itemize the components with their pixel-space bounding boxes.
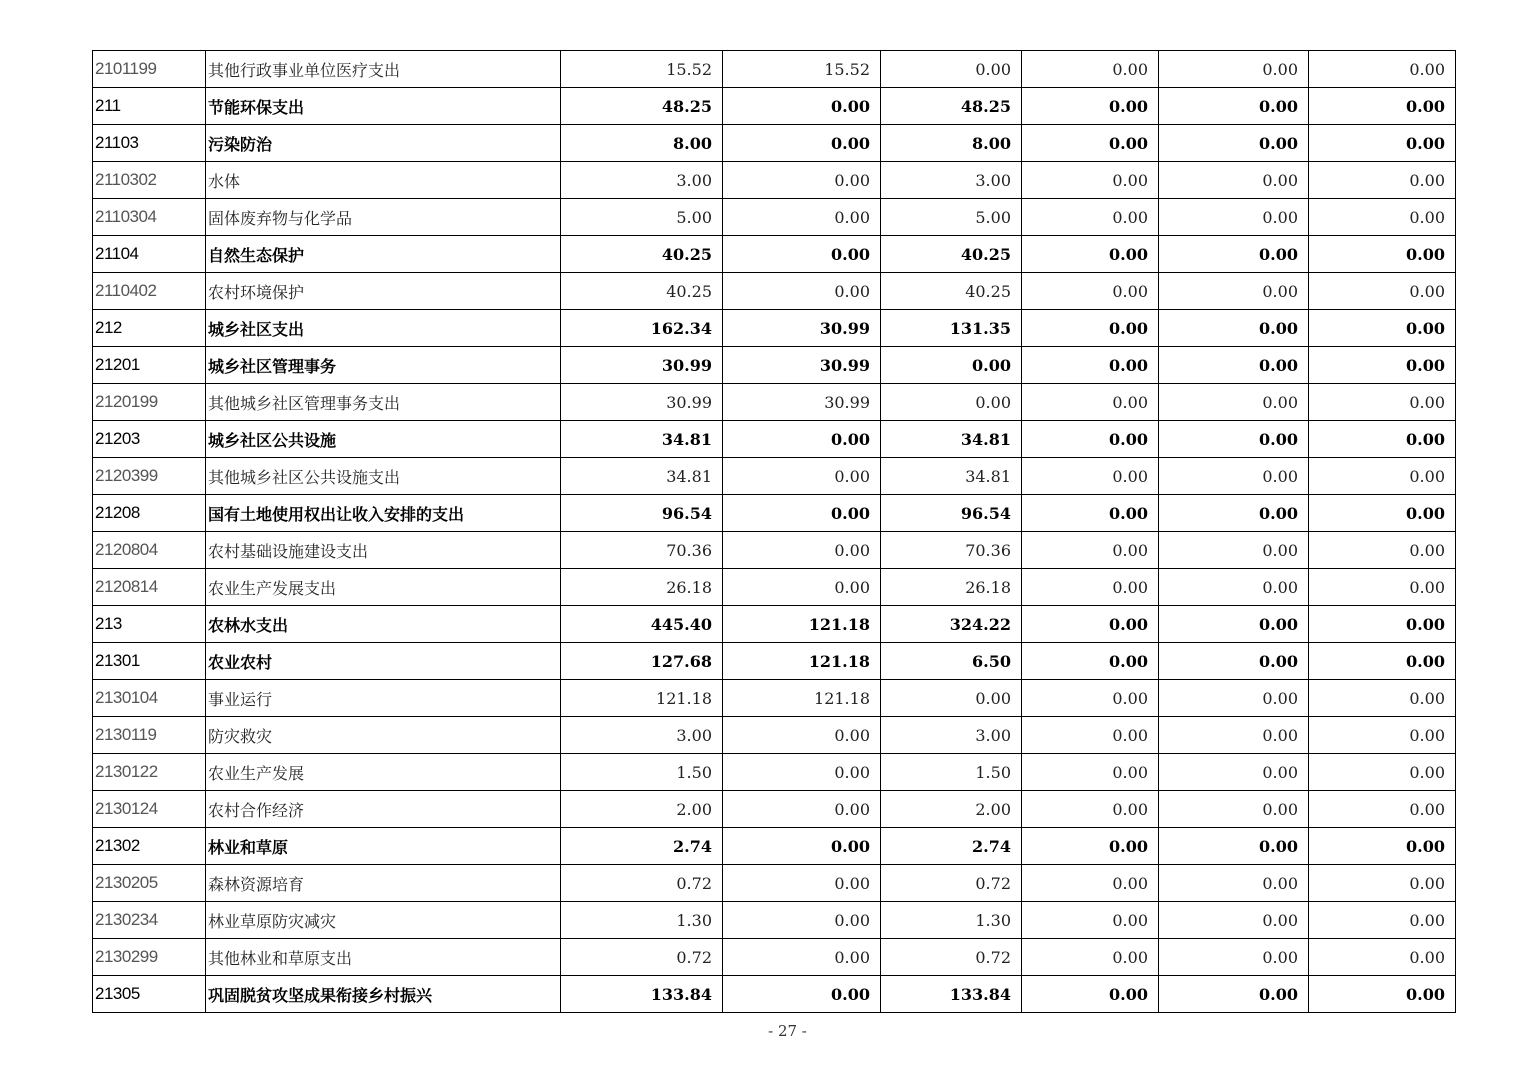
other-expenditure-cell: 0.00 bbox=[1309, 902, 1456, 939]
subject-code-cell: 21301 bbox=[93, 643, 206, 680]
other-expenditure-cell: 0.00 bbox=[1309, 606, 1456, 643]
basic-expenditure-cell: 30.99 bbox=[723, 310, 881, 347]
business-expenditure-cell: 0.00 bbox=[1022, 680, 1159, 717]
table-row bbox=[93, 495, 1456, 532]
total-amount-cell: 34.81 bbox=[561, 421, 723, 458]
table-row bbox=[93, 939, 1456, 976]
subject-name-cell: 其他城乡社区管理事务支出 bbox=[206, 384, 561, 421]
subsidiary-expenditure-cell: 0.00 bbox=[1159, 273, 1309, 310]
other-expenditure-cell: 0.00 bbox=[1309, 865, 1456, 902]
project-expenditure-cell: 0.72 bbox=[881, 939, 1022, 976]
business-expenditure-cell: 0.00 bbox=[1022, 310, 1159, 347]
subject-name-cell: 国有土地使用权出让收入安排的支出 bbox=[206, 495, 561, 532]
subject-name-cell: 固体废弃物与化学品 bbox=[206, 199, 561, 236]
subsidiary-expenditure-cell: 0.00 bbox=[1159, 865, 1309, 902]
basic-expenditure-cell: 0.00 bbox=[723, 236, 881, 273]
subsidiary-expenditure-cell: 0.00 bbox=[1159, 717, 1309, 754]
project-expenditure-cell: 3.00 bbox=[881, 162, 1022, 199]
other-expenditure-cell: 0.00 bbox=[1309, 976, 1456, 1013]
budget-table bbox=[92, 50, 1456, 1013]
total-amount-cell: 445.40 bbox=[561, 606, 723, 643]
business-expenditure-cell: 0.00 bbox=[1022, 939, 1159, 976]
subsidiary-expenditure-cell: 0.00 bbox=[1159, 939, 1309, 976]
subject-code-cell: 2110302 bbox=[93, 162, 206, 199]
basic-expenditure-cell: 0.00 bbox=[723, 458, 881, 495]
subject-name-cell: 城乡社区公共设施 bbox=[206, 421, 561, 458]
project-expenditure-cell: 0.00 bbox=[881, 680, 1022, 717]
subsidiary-expenditure-cell: 0.00 bbox=[1159, 828, 1309, 865]
basic-expenditure-cell: 0.00 bbox=[723, 125, 881, 162]
subject-name-cell: 农村环境保护 bbox=[206, 273, 561, 310]
other-expenditure-cell: 0.00 bbox=[1309, 199, 1456, 236]
business-expenditure-cell: 0.00 bbox=[1022, 88, 1159, 125]
subsidiary-expenditure-cell: 0.00 bbox=[1159, 495, 1309, 532]
other-expenditure-cell: 0.00 bbox=[1309, 532, 1456, 569]
basic-expenditure-cell: 0.00 bbox=[723, 717, 881, 754]
total-amount-cell: 48.25 bbox=[561, 88, 723, 125]
subject-name-cell: 自然生态保护 bbox=[206, 236, 561, 273]
subsidiary-expenditure-cell: 0.00 bbox=[1159, 421, 1309, 458]
total-amount-cell: 34.81 bbox=[561, 458, 723, 495]
business-expenditure-cell: 0.00 bbox=[1022, 976, 1159, 1013]
other-expenditure-cell: 0.00 bbox=[1309, 125, 1456, 162]
basic-expenditure-cell: 0.00 bbox=[723, 828, 881, 865]
project-expenditure-cell: 48.25 bbox=[881, 88, 1022, 125]
other-expenditure-cell: 0.00 bbox=[1309, 162, 1456, 199]
other-expenditure-cell: 0.00 bbox=[1309, 88, 1456, 125]
project-expenditure-cell: 5.00 bbox=[881, 199, 1022, 236]
project-expenditure-cell: 3.00 bbox=[881, 717, 1022, 754]
subsidiary-expenditure-cell: 0.00 bbox=[1159, 310, 1309, 347]
table-row bbox=[93, 828, 1456, 865]
other-expenditure-cell: 0.00 bbox=[1309, 310, 1456, 347]
table-row bbox=[93, 458, 1456, 495]
project-expenditure-cell: 6.50 bbox=[881, 643, 1022, 680]
project-expenditure-cell: 131.35 bbox=[881, 310, 1022, 347]
subject-name-cell: 其他城乡社区公共设施支出 bbox=[206, 458, 561, 495]
subject-code-cell: 2120814 bbox=[93, 569, 206, 606]
subject-name-cell: 农业农村 bbox=[206, 643, 561, 680]
subject-code-cell: 2110402 bbox=[93, 273, 206, 310]
project-expenditure-cell: 26.18 bbox=[881, 569, 1022, 606]
project-expenditure-cell: 1.50 bbox=[881, 754, 1022, 791]
subject-name-cell: 城乡社区管理事务 bbox=[206, 347, 561, 384]
business-expenditure-cell: 0.00 bbox=[1022, 532, 1159, 569]
table-row bbox=[93, 236, 1456, 273]
page-number: - 27 - bbox=[768, 1022, 807, 1040]
project-expenditure-cell: 2.00 bbox=[881, 791, 1022, 828]
table-row bbox=[93, 902, 1456, 939]
subject-code-cell: 2130119 bbox=[93, 717, 206, 754]
project-expenditure-cell: 0.00 bbox=[881, 51, 1022, 88]
total-amount-cell: 0.72 bbox=[561, 939, 723, 976]
other-expenditure-cell: 0.00 bbox=[1309, 717, 1456, 754]
table-row bbox=[93, 976, 1456, 1013]
business-expenditure-cell: 0.00 bbox=[1022, 717, 1159, 754]
business-expenditure-cell: 0.00 bbox=[1022, 643, 1159, 680]
total-amount-cell: 162.34 bbox=[561, 310, 723, 347]
other-expenditure-cell: 0.00 bbox=[1309, 236, 1456, 273]
other-expenditure-cell: 0.00 bbox=[1309, 791, 1456, 828]
basic-expenditure-cell: 0.00 bbox=[723, 569, 881, 606]
subject-code-cell: 211 bbox=[93, 88, 206, 125]
table-row bbox=[93, 532, 1456, 569]
project-expenditure-cell: 96.54 bbox=[881, 495, 1022, 532]
subsidiary-expenditure-cell: 0.00 bbox=[1159, 347, 1309, 384]
subsidiary-expenditure-cell: 0.00 bbox=[1159, 976, 1309, 1013]
subject-code-cell: 2130234 bbox=[93, 902, 206, 939]
other-expenditure-cell: 0.00 bbox=[1309, 51, 1456, 88]
business-expenditure-cell: 0.00 bbox=[1022, 421, 1159, 458]
basic-expenditure-cell: 0.00 bbox=[723, 421, 881, 458]
subject-name-cell: 农村合作经济 bbox=[206, 791, 561, 828]
project-expenditure-cell: 0.00 bbox=[881, 347, 1022, 384]
basic-expenditure-cell: 30.99 bbox=[723, 384, 881, 421]
subject-name-cell: 水体 bbox=[206, 162, 561, 199]
subject-code-cell: 2101199 bbox=[93, 51, 206, 88]
subsidiary-expenditure-cell: 0.00 bbox=[1159, 236, 1309, 273]
basic-expenditure-cell: 0.00 bbox=[723, 976, 881, 1013]
subsidiary-expenditure-cell: 0.00 bbox=[1159, 51, 1309, 88]
total-amount-cell: 40.25 bbox=[561, 236, 723, 273]
table-row bbox=[93, 347, 1456, 384]
total-amount-cell: 40.25 bbox=[561, 273, 723, 310]
basic-expenditure-cell: 30.99 bbox=[723, 347, 881, 384]
subject-name-cell: 森林资源培育 bbox=[206, 865, 561, 902]
other-expenditure-cell: 0.00 bbox=[1309, 458, 1456, 495]
table-row bbox=[93, 754, 1456, 791]
table-row bbox=[93, 51, 1456, 88]
business-expenditure-cell: 0.00 bbox=[1022, 347, 1159, 384]
subject-name-cell: 林业和草原 bbox=[206, 828, 561, 865]
project-expenditure-cell: 1.30 bbox=[881, 902, 1022, 939]
subject-code-cell: 21302 bbox=[93, 828, 206, 865]
business-expenditure-cell: 0.00 bbox=[1022, 458, 1159, 495]
total-amount-cell: 1.30 bbox=[561, 902, 723, 939]
table-row bbox=[93, 421, 1456, 458]
business-expenditure-cell: 0.00 bbox=[1022, 162, 1159, 199]
subject-code-cell: 2120399 bbox=[93, 458, 206, 495]
business-expenditure-cell: 0.00 bbox=[1022, 495, 1159, 532]
subject-code-cell: 2120199 bbox=[93, 384, 206, 421]
basic-expenditure-cell: 121.18 bbox=[723, 680, 881, 717]
subsidiary-expenditure-cell: 0.00 bbox=[1159, 125, 1309, 162]
basic-expenditure-cell: 0.00 bbox=[723, 902, 881, 939]
other-expenditure-cell: 0.00 bbox=[1309, 754, 1456, 791]
table-row bbox=[93, 717, 1456, 754]
total-amount-cell: 2.74 bbox=[561, 828, 723, 865]
business-expenditure-cell: 0.00 bbox=[1022, 902, 1159, 939]
basic-expenditure-cell: 0.00 bbox=[723, 162, 881, 199]
project-expenditure-cell: 70.36 bbox=[881, 532, 1022, 569]
project-expenditure-cell: 40.25 bbox=[881, 273, 1022, 310]
subject-name-cell: 巩固脱贫攻坚成果衔接乡村振兴 bbox=[206, 976, 561, 1013]
basic-expenditure-cell: 0.00 bbox=[723, 939, 881, 976]
business-expenditure-cell: 0.00 bbox=[1022, 865, 1159, 902]
other-expenditure-cell: 0.00 bbox=[1309, 939, 1456, 976]
subject-name-cell: 城乡社区支出 bbox=[206, 310, 561, 347]
total-amount-cell: 1.50 bbox=[561, 754, 723, 791]
total-amount-cell: 0.72 bbox=[561, 865, 723, 902]
business-expenditure-cell: 0.00 bbox=[1022, 236, 1159, 273]
basic-expenditure-cell: 0.00 bbox=[723, 754, 881, 791]
table-row bbox=[93, 310, 1456, 347]
subject-code-cell: 21208 bbox=[93, 495, 206, 532]
subject-code-cell: 2110304 bbox=[93, 199, 206, 236]
table-row bbox=[93, 88, 1456, 125]
subject-code-cell: 2130124 bbox=[93, 791, 206, 828]
total-amount-cell: 70.36 bbox=[561, 532, 723, 569]
basic-expenditure-cell: 0.00 bbox=[723, 865, 881, 902]
table-row bbox=[93, 162, 1456, 199]
other-expenditure-cell: 0.00 bbox=[1309, 421, 1456, 458]
total-amount-cell: 133.84 bbox=[561, 976, 723, 1013]
total-amount-cell: 127.68 bbox=[561, 643, 723, 680]
subsidiary-expenditure-cell: 0.00 bbox=[1159, 680, 1309, 717]
other-expenditure-cell: 0.00 bbox=[1309, 643, 1456, 680]
project-expenditure-cell: 133.84 bbox=[881, 976, 1022, 1013]
subject-code-cell: 212 bbox=[93, 310, 206, 347]
project-expenditure-cell: 324.22 bbox=[881, 606, 1022, 643]
total-amount-cell: 30.99 bbox=[561, 384, 723, 421]
total-amount-cell: 96.54 bbox=[561, 495, 723, 532]
subject-code-cell: 2130122 bbox=[93, 754, 206, 791]
total-amount-cell: 15.52 bbox=[561, 51, 723, 88]
subsidiary-expenditure-cell: 0.00 bbox=[1159, 458, 1309, 495]
subject-code-cell: 2120804 bbox=[93, 532, 206, 569]
subsidiary-expenditure-cell: 0.00 bbox=[1159, 902, 1309, 939]
business-expenditure-cell: 0.00 bbox=[1022, 273, 1159, 310]
other-expenditure-cell: 0.00 bbox=[1309, 569, 1456, 606]
subject-name-cell: 其他行政事业单位医疗支出 bbox=[206, 51, 561, 88]
subject-code-cell: 21201 bbox=[93, 347, 206, 384]
table-row bbox=[93, 865, 1456, 902]
subject-code-cell: 21305 bbox=[93, 976, 206, 1013]
subject-code-cell: 2130104 bbox=[93, 680, 206, 717]
business-expenditure-cell: 0.00 bbox=[1022, 754, 1159, 791]
subject-name-cell: 防灾救灾 bbox=[206, 717, 561, 754]
table-row bbox=[93, 680, 1456, 717]
project-expenditure-cell: 34.81 bbox=[881, 458, 1022, 495]
business-expenditure-cell: 0.00 bbox=[1022, 606, 1159, 643]
table-row bbox=[93, 791, 1456, 828]
basic-expenditure-cell: 0.00 bbox=[723, 532, 881, 569]
table-row bbox=[93, 273, 1456, 310]
subject-code-cell: 2130299 bbox=[93, 939, 206, 976]
business-expenditure-cell: 0.00 bbox=[1022, 51, 1159, 88]
subject-name-cell: 农村基础设施建设支出 bbox=[206, 532, 561, 569]
project-expenditure-cell: 34.81 bbox=[881, 421, 1022, 458]
budget-table-body bbox=[93, 51, 1456, 1013]
other-expenditure-cell: 0.00 bbox=[1309, 680, 1456, 717]
subject-name-cell: 农林水支出 bbox=[206, 606, 561, 643]
project-expenditure-cell: 0.00 bbox=[881, 384, 1022, 421]
basic-expenditure-cell: 15.52 bbox=[723, 51, 881, 88]
subject-code-cell: 21103 bbox=[93, 125, 206, 162]
total-amount-cell: 30.99 bbox=[561, 347, 723, 384]
subsidiary-expenditure-cell: 0.00 bbox=[1159, 754, 1309, 791]
basic-expenditure-cell: 121.18 bbox=[723, 643, 881, 680]
subsidiary-expenditure-cell: 0.00 bbox=[1159, 791, 1309, 828]
total-amount-cell: 3.00 bbox=[561, 717, 723, 754]
subject-name-cell: 农业生产发展 bbox=[206, 754, 561, 791]
table-row bbox=[93, 643, 1456, 680]
table-row bbox=[93, 569, 1456, 606]
subject-name-cell: 其他林业和草原支出 bbox=[206, 939, 561, 976]
other-expenditure-cell: 0.00 bbox=[1309, 347, 1456, 384]
other-expenditure-cell: 0.00 bbox=[1309, 495, 1456, 532]
subject-code-cell: 21104 bbox=[93, 236, 206, 273]
other-expenditure-cell: 0.00 bbox=[1309, 273, 1456, 310]
subsidiary-expenditure-cell: 0.00 bbox=[1159, 199, 1309, 236]
total-amount-cell: 8.00 bbox=[561, 125, 723, 162]
business-expenditure-cell: 0.00 bbox=[1022, 791, 1159, 828]
basic-expenditure-cell: 121.18 bbox=[723, 606, 881, 643]
total-amount-cell: 26.18 bbox=[561, 569, 723, 606]
basic-expenditure-cell: 0.00 bbox=[723, 273, 881, 310]
subsidiary-expenditure-cell: 0.00 bbox=[1159, 384, 1309, 421]
subject-name-cell: 林业草原防灾减灾 bbox=[206, 902, 561, 939]
basic-expenditure-cell: 0.00 bbox=[723, 495, 881, 532]
subject-code-cell: 2130205 bbox=[93, 865, 206, 902]
basic-expenditure-cell: 0.00 bbox=[723, 88, 881, 125]
project-expenditure-cell: 40.25 bbox=[881, 236, 1022, 273]
subject-name-cell: 事业运行 bbox=[206, 680, 561, 717]
total-amount-cell: 2.00 bbox=[561, 791, 723, 828]
subject-name-cell: 污染防治 bbox=[206, 125, 561, 162]
subsidiary-expenditure-cell: 0.00 bbox=[1159, 532, 1309, 569]
other-expenditure-cell: 0.00 bbox=[1309, 384, 1456, 421]
subsidiary-expenditure-cell: 0.00 bbox=[1159, 643, 1309, 680]
subject-name-cell: 农业生产发展支出 bbox=[206, 569, 561, 606]
table-row bbox=[93, 606, 1456, 643]
subsidiary-expenditure-cell: 0.00 bbox=[1159, 569, 1309, 606]
business-expenditure-cell: 0.00 bbox=[1022, 199, 1159, 236]
business-expenditure-cell: 0.00 bbox=[1022, 125, 1159, 162]
total-amount-cell: 3.00 bbox=[561, 162, 723, 199]
table-row bbox=[93, 384, 1456, 421]
basic-expenditure-cell: 0.00 bbox=[723, 199, 881, 236]
subsidiary-expenditure-cell: 0.00 bbox=[1159, 88, 1309, 125]
subsidiary-expenditure-cell: 0.00 bbox=[1159, 162, 1309, 199]
subject-code-cell: 21203 bbox=[93, 421, 206, 458]
table-row bbox=[93, 125, 1456, 162]
project-expenditure-cell: 2.74 bbox=[881, 828, 1022, 865]
project-expenditure-cell: 0.72 bbox=[881, 865, 1022, 902]
subsidiary-expenditure-cell: 0.00 bbox=[1159, 606, 1309, 643]
business-expenditure-cell: 0.00 bbox=[1022, 828, 1159, 865]
other-expenditure-cell: 0.00 bbox=[1309, 828, 1456, 865]
subject-code-cell: 213 bbox=[93, 606, 206, 643]
project-expenditure-cell: 8.00 bbox=[881, 125, 1022, 162]
basic-expenditure-cell: 0.00 bbox=[723, 791, 881, 828]
subject-name-cell: 节能环保支出 bbox=[206, 88, 561, 125]
total-amount-cell: 121.18 bbox=[561, 680, 723, 717]
business-expenditure-cell: 0.00 bbox=[1022, 384, 1159, 421]
table-row bbox=[93, 199, 1456, 236]
total-amount-cell: 5.00 bbox=[561, 199, 723, 236]
business-expenditure-cell: 0.00 bbox=[1022, 569, 1159, 606]
